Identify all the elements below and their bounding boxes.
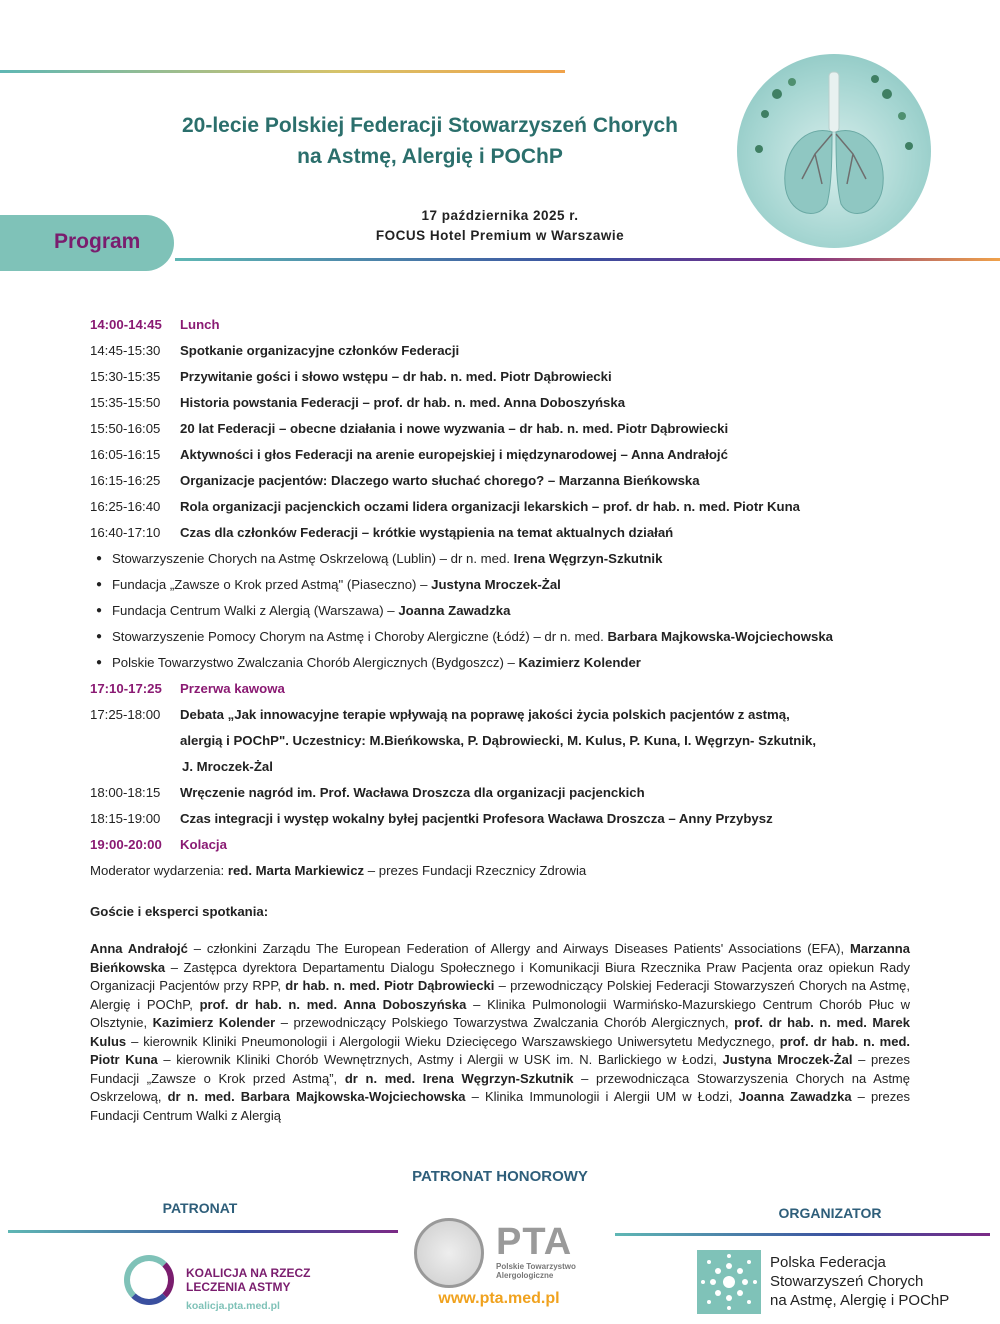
moderator-line — [90, 858, 970, 884]
schedule-time: 16:25-16:40 — [90, 499, 161, 514]
guest-name: Kazimierz Kolender — [152, 1015, 276, 1030]
member-list-item — [90, 650, 970, 676]
schedule-time: 16:15-16:25 — [90, 473, 161, 488]
schedule-desc: Przywitanie gości i słowo wstępu – dr hab. n. med. Piotr Dąbrowiecki — [180, 369, 612, 384]
bullet-icon: ● — [96, 657, 103, 668]
member-name: Kazimierz Kolender — [518, 655, 641, 670]
moderator-name: red. Marta Markiewicz — [227, 863, 365, 878]
koalicja-name — [186, 1266, 310, 1294]
member-org: Stowarzyszenie Chorych na Astmę Oskrzelową (Lublin) – dr n. med. — [112, 551, 514, 566]
pta-subtitle — [496, 1262, 576, 1280]
schedule-desc: Organizacje pacjentów: Dlaczego warto słuchać chorego? – Marzanna Bieńkowska — [180, 473, 700, 488]
koalicja-url: koalicja.pta.med.pl — [186, 1300, 280, 1312]
member-name: Barbara Majkowska-Wojciechowska — [607, 629, 833, 644]
event-date: 17 października 2025 r. — [421, 208, 579, 223]
schedule-desc: Rola organizacji pacjenckich oczami lidera organizacji lekarskich – prof. dr hab. n. med. Piotr Kuna — [180, 499, 800, 514]
title-line-2: na Astmę, Alergię i POChP — [297, 145, 563, 168]
guest-role: – Zastępca dyrektora Departamentu Dialogu Społecznego i Komunikacji Biura Rzecznika Praw Pacjenta oraz opiekun Rady Organizacji Pacjentów przy RPP, — [90, 959, 910, 993]
title-line-1: 20-lecie Polskiej Federacji Stowarzyszeń Chorych — [181, 114, 679, 137]
federation-logo-icon — [697, 1250, 761, 1314]
schedule-row — [90, 676, 970, 702]
guest-role: – kierownik Kliniki Chorób Wewnętrznych, Astmy i Alergii w USK im. N. Barlickiego w Łodzi, — [157, 1052, 723, 1067]
guest-name: Anna Andrałojć — [90, 941, 188, 956]
guest-name: Justyna Mroczek-Żal — [722, 1052, 853, 1067]
guest-role: – kierownik Kliniki Pneumonologii i Alergologii Wieku Dziecięcego Warszawskiego Uniwersytetu Medycznego, — [126, 1033, 780, 1049]
organizer-heading: ORGANIZATOR — [778, 1205, 882, 1221]
schedule — [90, 312, 970, 884]
schedule-time: 17:10-17:25 — [90, 681, 162, 696]
schedule-row — [90, 702, 970, 780]
member-org: Stowarzyszenie Pomocy Chorym na Astmę i Choroby Alergiczne (Łódź) – dr n. med. — [112, 629, 608, 644]
guest-role: – Klinika Immunologii i Alergii UM w Łodzi, — [465, 1089, 739, 1104]
schedule-desc: Historia powstania Federacji – prof. dr hab. n. med. Anna Doboszyńska — [180, 395, 626, 410]
moderator-suffix: – prezes Fundacji Rzecznicy Zdrowia — [364, 863, 587, 878]
guest-role: – członkini Zarządu The European Federation of Allergy and Airways Diseases Patients' Associations (EFA), — [187, 941, 851, 956]
schedule-desc: Kolacja — [180, 837, 227, 852]
schedule-row — [90, 416, 970, 442]
honorary-patronage-heading: PATRONAT HONOROWY — [412, 1168, 588, 1185]
guest-role: – Klinika Pulmonologii Warmińsko-Mazurskiego Centrum Chorób Płuc w Olsztynie, — [90, 996, 910, 1030]
bullet-icon: ● — [96, 605, 103, 616]
dots-icon — [697, 1250, 761, 1314]
member-name: Irena Węgrzyn-Szkutnik — [513, 551, 663, 566]
schedule-row — [90, 312, 970, 338]
footer-line-left — [8, 1230, 398, 1233]
member-org: Fundacja „Zawsze o Krok przed Astmą" (Piaseczno) – — [112, 577, 432, 592]
debate-line-3: J. Mroczek-Żal — [182, 759, 273, 774]
lungs-icon — [737, 54, 931, 248]
guests-paragraph — [90, 940, 910, 1125]
guest-name: prof. dr hab. n. med. Piotr Kuna — [90, 1033, 910, 1067]
member-list-item — [90, 598, 970, 624]
guest-name: dr n. med. Irena Węgrzyn-Szkutnik — [344, 1070, 574, 1086]
member-list-item — [90, 572, 970, 598]
schedule-row — [90, 442, 970, 468]
member-list-item — [90, 546, 970, 572]
schedule-row — [90, 832, 970, 858]
schedule-time: 14:45-15:30 — [90, 343, 161, 358]
pta-logo-text: PTA — [496, 1221, 573, 1263]
moderator-prefix: Moderator wydarzenia: — [90, 863, 228, 878]
guest-role: – przewodniczący Polskiego Towarzystwa Zwalczania Chorób Alergicznych, — [275, 1015, 735, 1030]
schedule-time: 18:15-19:00 — [90, 811, 161, 826]
schedule-row — [90, 806, 970, 832]
federation-line-1: Polska Federacja — [770, 1254, 886, 1271]
schedule-desc: Lunch — [180, 317, 220, 332]
member-list-item — [90, 624, 970, 650]
member-name: Joanna Zawadzka — [398, 603, 511, 618]
schedule-row — [90, 390, 970, 416]
guest-name: Marzanna Bieńkowska — [90, 941, 910, 975]
guest-role: – prezes Fundacji Centrum Walki z Alergią — [90, 1089, 910, 1123]
lungs-illustration — [737, 54, 931, 248]
schedule-row — [90, 468, 970, 494]
pta-sub-line-2: Alergologiczne — [496, 1271, 554, 1280]
patronage-heading: PATRONAT — [162, 1200, 238, 1216]
schedule-row — [90, 780, 970, 806]
schedule-desc: Czas dla członków Federacji – krótkie wystąpienia na temat aktualnych działań — [180, 525, 674, 540]
schedule-row — [90, 364, 970, 390]
bullet-icon: ● — [96, 553, 103, 564]
koalicja-logo-icon — [124, 1255, 174, 1305]
federation-line-3: na Astmę, Alergię i POChP — [770, 1292, 950, 1309]
koalicja-line-2: LECZENIA ASTMY — [186, 1280, 291, 1294]
guests-heading: Goście i eksperci spotkania: — [90, 904, 269, 919]
schedule-desc — [180, 702, 860, 780]
event-venue: FOCUS Hotel Premium w Warszawie — [375, 228, 625, 243]
guest-name: prof. dr hab. n. med. Anna Doboszyńska — [199, 996, 467, 1012]
bullet-icon: ● — [96, 579, 103, 590]
schedule-row — [90, 520, 970, 546]
bullet-icon: ● — [96, 631, 103, 642]
schedule-time: 19:00-20:00 — [90, 837, 162, 852]
pta-url: www.pta.med.pl — [438, 1290, 560, 1307]
footer-line-right — [615, 1233, 990, 1236]
debate-line-1: Debata „Jak innowacyjne terapie wpływają na poprawę jakości życia polskich pacjentów z astmą, — [180, 707, 790, 722]
federation-line-2: Stowarzyszeń Chorych — [770, 1273, 924, 1290]
schedule-desc: Wręczenie nagród im. Prof. Wacława Droszcza dla organizacji pacjenckich — [180, 785, 645, 800]
schedule-desc: Przerwa kawowa — [180, 681, 285, 696]
koalicja-line-1: KOALICJA NA RZECZ — [186, 1266, 311, 1280]
schedule-row — [90, 338, 970, 364]
federation-name — [770, 1253, 949, 1310]
schedule-desc: Aktywności i głos Federacji na arenie europejskiej i międzynarodowej – Anna Andrałojć — [180, 447, 728, 462]
guest-role: – prezes Fundacji „Zawsze o Krok przed Astmą”, — [90, 1052, 910, 1086]
schedule-time: 16:40-17:10 — [90, 525, 161, 540]
event-date-venue — [300, 206, 700, 246]
guest-name: prof. dr hab. n. med. Marek Kulus — [90, 1015, 910, 1049]
schedule-time: 14:00-14:45 — [90, 317, 162, 332]
guest-role: – przewodniczący Polskiej Federacji Stowarzyszeń Chorych na Astmę, Alergię i POChP, — [90, 978, 910, 1012]
schedule-desc: Spotkanie organizacyjne członków Federacji — [180, 343, 460, 358]
guest-name: dr n. med. Barbara Majkowska-Wojciechowska — [167, 1089, 466, 1104]
guest-role: – przewodnicząca Stowarzyszenia Chorych na Astmę Oskrzelową, — [90, 1070, 910, 1104]
schedule-time: 16:05-16:15 — [90, 447, 161, 462]
program-label: Program — [54, 230, 141, 253]
pta-globe-icon — [414, 1218, 484, 1288]
schedule-time: 15:50-16:05 — [90, 421, 161, 436]
schedule-desc: Czas integracji i występ wokalny byłej pacjentki Profesora Wacława Droszcza – Anny Przybysz — [180, 811, 773, 826]
schedule-time: 15:35-15:50 — [90, 395, 161, 410]
page-title — [120, 110, 740, 172]
header-top-line — [0, 70, 565, 73]
member-org: Polskie Towarzystwo Zwalczania Chorób Alergicznych (Bydgoszcz) – — [112, 655, 519, 670]
header-divider — [175, 258, 1000, 261]
schedule-time: 15:30-15:35 — [90, 369, 161, 384]
member-name: Justyna Mroczek-Żal — [431, 577, 561, 592]
debate-line-2: alergią i POChP". Uczestnicy: M.Bieńkowska, P. Dąbrowiecki, M. Kulus, P. Kuna, I. Węgrzyn- Szkutnik, — [180, 733, 816, 748]
guest-name: dr hab. n. med. Piotr Dąbrowiecki — [285, 978, 495, 993]
pta-sub-line-1: Polskie Towarzystwo — [496, 1262, 576, 1271]
schedule-row — [90, 494, 970, 520]
guest-name: Joanna Zawadzka — [738, 1089, 852, 1104]
schedule-time: 17:25-18:00 — [90, 707, 161, 722]
schedule-time: 18:00-18:15 — [90, 785, 161, 800]
member-org: Fundacja Centrum Walki z Alergią (Warszawa) – — [112, 603, 399, 618]
schedule-desc: 20 lat Federacji – obecne działania i nowe wyzwania – dr hab. n. med. Piotr Dąbrowiecki — [180, 421, 729, 436]
